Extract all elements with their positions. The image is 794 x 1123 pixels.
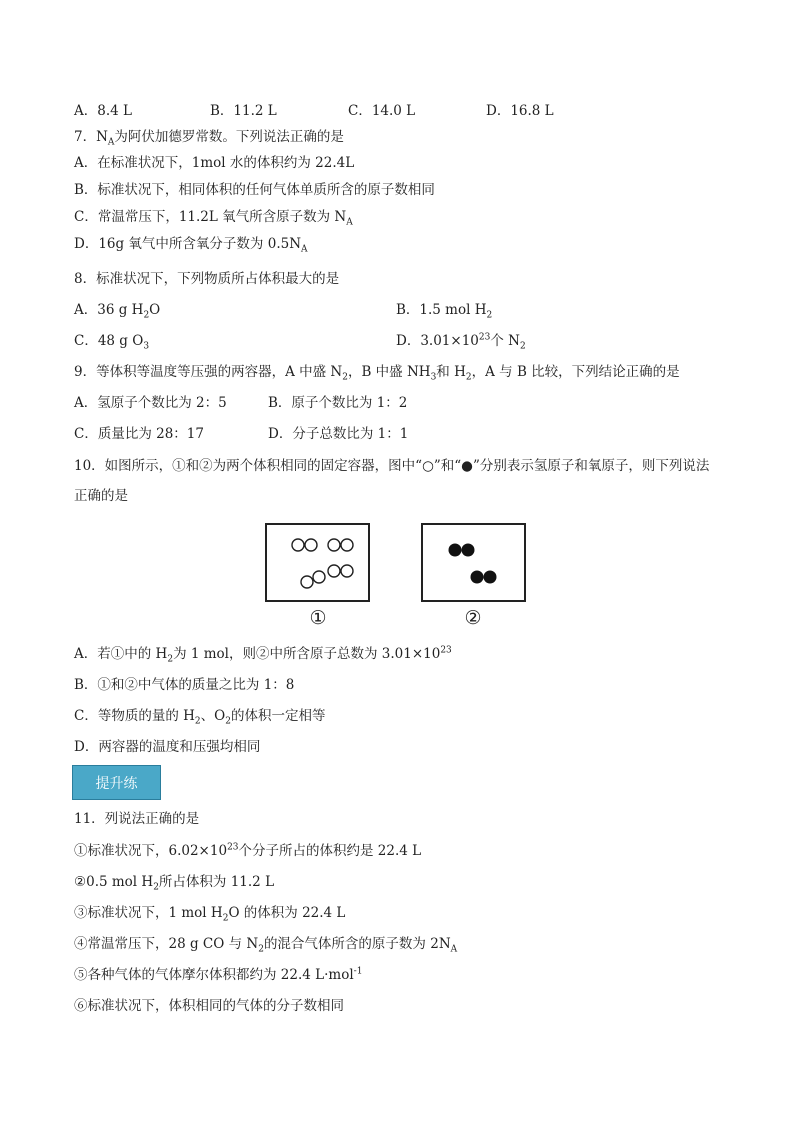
q8-option-d: D．$3.01\times 10^{23}$个 $N_2$ [396,332,526,352]
section-badge: 提升练 [72,765,161,800]
q9-option-c: C．质量比为 28：17 [74,426,204,442]
q10-option-c: C．等物质的量的 $H_2$、$O_2$的体积一定相等 [74,708,326,727]
q7-option-c: C．常温常压下，11.2L 氧气所含原子数为 $N_A$ [74,209,353,228]
q10-stem-line1: 10．如图所示，①和②为两个体积相同的固定容器，图中“○”和“●”分别表示氢原子和氧原子，则下列说法 [74,458,710,474]
q6-option-d: D．16.8 L [486,103,554,119]
q11-item-1: ①标准状况下，$6.02\times 10^{23}$个分子所占的体积约是 22.4 L [74,842,422,859]
q11-item-2: ②0.5 mol $H_2$所占体积为 11.2 L [74,874,275,893]
q8-option-b: B．1.5 mol $H_2$ [396,302,493,321]
q9-stem: 9．等体积等温度等压强的两容器，A 中盛 $N_2$，B 中盛 $NH_3$和 $H_2$，A 与 B 比较，下列结论正确的是 [74,364,680,383]
q8-option-a: A．36 g $H_2O$ [74,302,161,321]
q11-item-3: ③标准状况下，1 mol $H_2O$ 的体积为 22.4 L [74,905,346,924]
q11-item-4: ④常温常压下，28 g CO 与 $N_2$的混合气体所含的原子数为 $2N_A$ [74,936,458,955]
container-1 [266,524,369,601]
figure-label-2: ② [464,607,482,629]
q11-stem: 11．列说法正确的是 [74,811,200,827]
q8-option-c: C．48 g $O_3$ [74,333,150,352]
q6-option-a: A．8.4 L [74,103,132,119]
q6-option-b: B．11.2 L [210,103,277,119]
container-figure [260,518,540,634]
q11-item-6: ⑥标准状况下，体积相同的气体的分子数相同 [74,998,344,1014]
q10-option-d: D．两容器的温度和压强均相同 [74,739,261,755]
q7-option-a: A．在标准状况下，1mol 水的体积约为 22.4L [74,155,355,171]
q9-option-d: D．分子总数比为 1：1 [268,426,409,442]
figure-label-1: ① [309,607,327,629]
q7-stem: 7．$N_A$为阿伏加德罗常数。下列说法正确的是 [74,129,344,148]
q7-option-b: B．标准状况下，相同体积的任何气体单质所含的原子数相同 [74,182,435,198]
q8-stem: 8．标准状况下，下列物质所占体积最大的是 [74,271,340,287]
q11-item-5: ⑤各种气体的气体摩尔体积都约为 22.4 L·mol$^{-1}$ [74,966,363,983]
container-2 [422,524,525,601]
q10-option-a: A．若①中的 $H_2$为 1 mol，则②中所含原子总数为 $3.01\times 10^{23}$ [74,645,452,665]
q9-option-b: B．原子个数比为 1：2 [268,395,408,411]
q10-option-b: B．①和②中气体的质量之比为 1：8 [74,677,295,693]
q10-stem-line2: 正确的是 [74,488,128,504]
q7-option-d: D．16g 氧气中所含氧分子数为 $0.5N_A$ [74,236,308,255]
q6-option-c: C．14.0 L [348,103,416,119]
q9-option-a: A．氢原子个数比为 2：5 [74,395,227,411]
